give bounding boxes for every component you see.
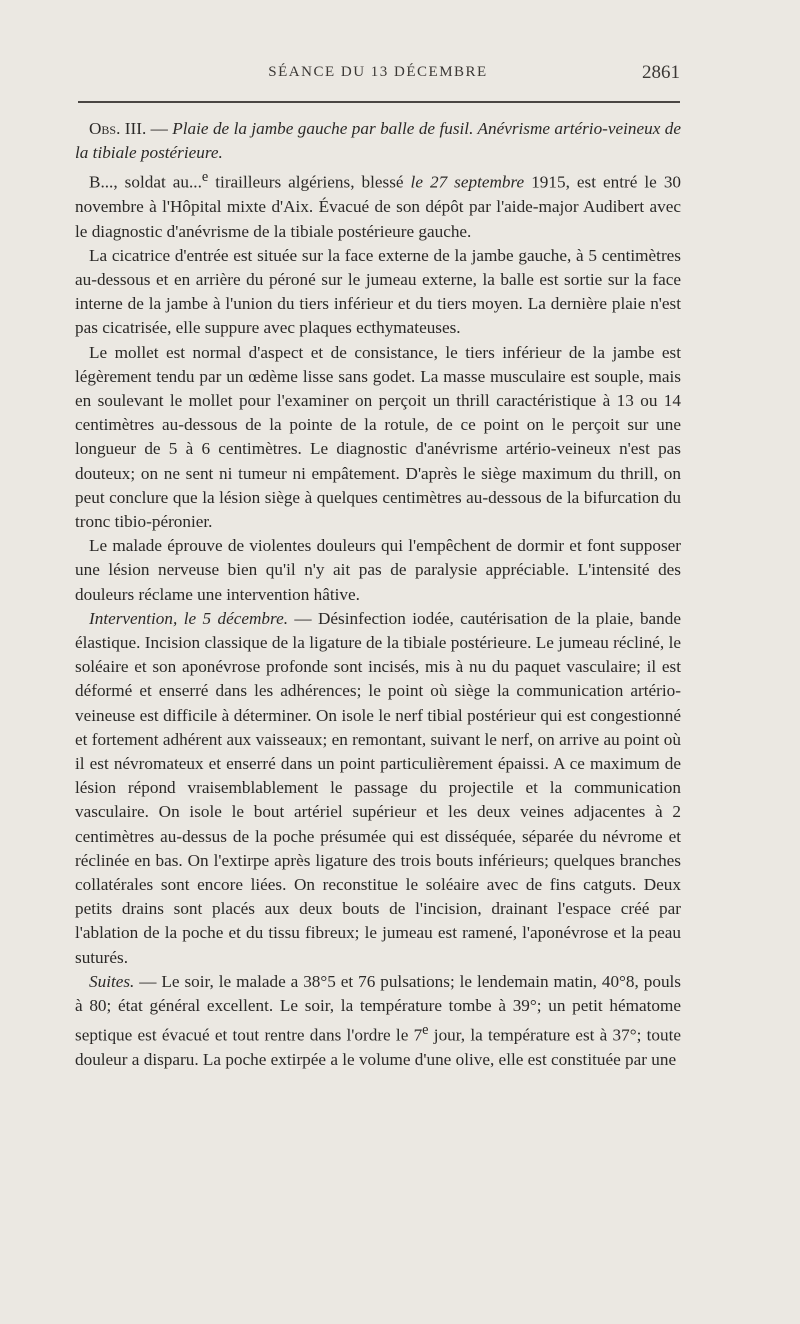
observation-label: Obs. III. — [89, 119, 147, 138]
patient-text-b: tirailleurs algériens, blessé — [208, 173, 411, 193]
observation-heading — [75, 117, 681, 165]
running-title: SÉANCE DU 13 DÉCEMBRE — [268, 64, 488, 80]
page-header — [76, 62, 680, 92]
intervention-text: — Désinfection iodée, cautérisation de la plaie, bande élastique. Incision classique de la ligature de la tibiale postérieure. Le jumeau récliné, le soléaire et son aponévrose profonde sont incisés, mis à nu du paquet vasculaire; il est déformé et enserré dans les adhérences; le point où siège la communication artério-veineuse est difficile à déterminer. On isole le nerf tibial postérieur qui est congestionné et fortement adhérent aux vaisseaux; en remontant, suivant le nerf, on arrive au point où il est névromateux et enserré dans un point particulièrement épaissi. A ce maximum de lésion répond vraisemblablement le passage du projectile et la communication vasculaire. On isole le bout artériel supérieur et les deux veines adjacentes à 2 centimètres au-dessus de la poche présumée qui est disséquée, séparée du névrome et réclinée en bas. On l'extirpe après ligature des trois bouts inférieurs; quelques branches collatérales sont encore liées. On reconstitue le soléaire avec de fins catguts. Deux petits drains sont placés aux deux bouts de l'incision, drainant l'espace créé par l'ablation de la poche et du tissu fibreux; le jumeau est ramené, l'aponévrose et la peau suturés. — [75, 608, 681, 967]
header-rule — [78, 101, 680, 103]
page-number: 2861 — [642, 62, 680, 83]
followup-text-a: — Le soir, le malade a 38°5 et 76 pulsations; le lendemain matin, 40°8, pouls à 80; état général excellent. Le soir, la température tombe à 39°; un petit hématome septique est évacué et tout rentre dans l'ordre le 7 — [75, 971, 681, 1045]
observation-title: Plaie de la jambe gauche par balle de fusil. Anévrisme artério-veineux de la tibiale postérieure. — [75, 119, 681, 163]
paragraph-scar: La cicatrice d'entrée est située sur la face externe de la jambe gauche, à 5 centimètres au-dessous et en arrière du péroné sur le jumeau externe, la balle est sortie sur la face interne de la jambe à l'union du tiers inférieur et du tiers moyen. La dernière plaie n'est pas cicatrisée, elle suppure avec plaques ecthymateuses. — [75, 245, 681, 338]
patient-date: le 27 septembre — [410, 173, 525, 193]
patient-text-c: 1915, est entré le 30 novembre à l'Hôpital mixte d'Aix. Évacué de son dépôt par l'aide-major Audibert avec le diagnostic d'anévrisme de la tibiale postérieure gauche. — [75, 173, 682, 241]
patient-superscript: e — [201, 169, 209, 186]
followup-superscript: e — [422, 1022, 429, 1039]
paragraph-intervention — [75, 607, 681, 970]
intervention-label: Intervention, le 5 décembre. — [89, 608, 288, 628]
paragraph-calf: Le mollet est normal d'aspect et de consistance, le tiers inférieur de la jambe est légèrement tendu par un œdème lisse sans godet. La masse musculaire est souple, mais en soulevant le mollet pour l'examiner on perçoit un thrill caractéristique à 13 ou 14 centimètres au-dessous de la pointe de la rotule, de ce point on le perçoit sur une longueur de 5 à 6 centimètres. Le diagnostic d'anévrisme artério-veineux n'est pas douteux; on ne sent ni tumeur ni empâtement. D'après le siège maximum du thrill, on peut conclure que la lésion siège à quelques centimètres au-dessous de la bifurcation du tronc tibio-péronier. — [75, 342, 681, 531]
article-body — [75, 117, 681, 1072]
paragraph-pain: Le malade éprouve de violentes douleurs qui l'empêchent de dormir et font supposer une lésion nerveuse bien qu'il n'y ait pas de paralysie appréciable. L'intensité des douleurs réclame une intervention hâtive. — [75, 536, 681, 604]
paragraph-patient — [75, 165, 681, 243]
followup-label: Suites. — [89, 971, 135, 991]
paragraph-followup — [75, 970, 681, 1073]
patient-text-a: B..., soldat au... — [89, 173, 202, 193]
followup-text-b: jour, la température est à 37°; toute douleur a disparu. La poche extirpée a le volume d'une olive, elle est constituée par une — [75, 1025, 681, 1070]
observation-dash: — — [146, 119, 173, 138]
